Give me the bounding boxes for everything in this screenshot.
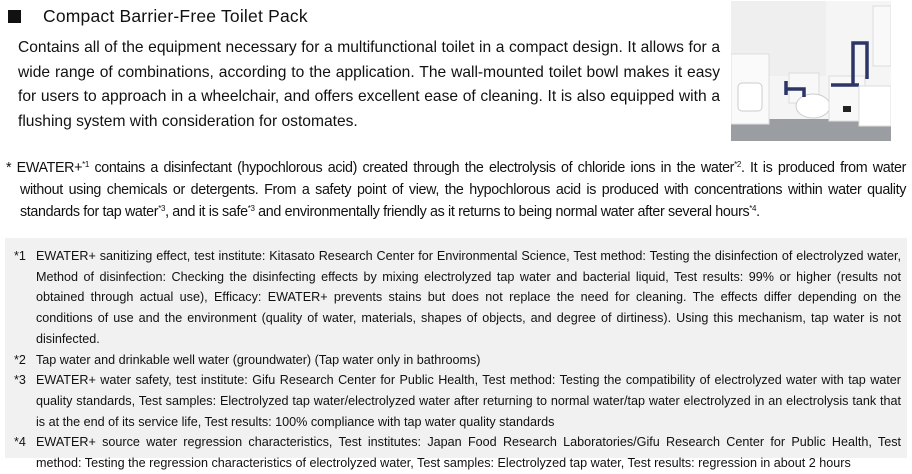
footnote-ref[interactable]: *4 [749,204,757,213]
footnote-label: *4 [14,435,26,450]
footnotes-box [5,238,907,471]
footnote-label: *2 [14,352,26,367]
footnote-item [14,350,901,371]
footnote-item [14,370,901,432]
footnote-item [14,246,901,350]
footnote-text: EWATER+ water safety, test institute: Gifu Research Center for Public Health, Test method: Testing the compatibility of electrolyzed water with tap water quality standards, Test samples: Electrolyzed tap water/electrolyzed water after returning to normal water/tap water electrolyzed in an electrolysis tank that is at the end of its service life, Test results: 100% compliance with tap water quality standards [36,373,901,429]
square-bullet-icon [8,10,21,23]
footnote-item [14,432,901,473]
title-text: Compact Barrier-Free Toilet Pack [43,6,308,26]
footnote-text: Tap water and drinkable well water (groundwater) (Tap water only in bathrooms) [36,352,481,367]
intro-paragraph: Contains all of the equipment necessary for a multifunctional toilet in a compact design. It allows for a wide range of combinations, according to the application. The wall-mounted toilet bowl makes it easy for users to approach in a wheelchair, and offers excellent ease of cleaning. It is also equipped with a flushing system with consideration for ostomates. [18,39,720,130]
footnote-label: *1 [14,249,26,263]
footnote-text: EWATER+ sanitizing effect, test institute: Kitasato Research Center for Environmental Science, Test method: Testing the disinfection of electrolyzed water, Method of disinfection: Checking the disinfecting effects by mixing electrolyzed tap water and bacterial liquid, Test results: 99% or higher (results not obtained through actual use), Efficacy: EWATER+ prevents stains but does not replace the need for cleaning. The effects differ depending on the conditions of use and the environment (quality of water, materials, shapes of objects, and degree of dirtiness). Using this mechanism, tap water is not disinfected. [36,249,901,346]
footnote-label: *3 [14,373,26,388]
footnote-ref[interactable]: *3 [247,204,255,213]
footnote-ref[interactable]: *3 [158,204,166,213]
footnote-text: EWATER+ source water regression characteristics, Test institutes: Japan Food Research Laboratories/Gifu Research Center for Public Health, Test method: Testing the regression characteristics of electrolyzed water, Test samples: Electrolyzed tap water, Test results: regression in about 2 hours [36,435,901,471]
footnote-ref[interactable]: *2 [734,160,741,169]
ewater-note: * EWATER+$^{*1}$ contains a disinfectant (hypochlorous acid) created through the electrolysis of chloride ions in the water$^{*2}$. It is produced from water without using chemicals or detergents. From a safety point of view, the hypochlorous acid is produced with concentrations within water quality standards for tap water$^{*3}$, and it is safe$^{*3}$ and environmentally friendly as it returns to being normal water after several hours$^{*4}$. [6,160,906,220]
footnote-ref[interactable]: *1 [82,160,90,169]
product-photo [731,1,891,141]
section-title [8,6,308,27]
